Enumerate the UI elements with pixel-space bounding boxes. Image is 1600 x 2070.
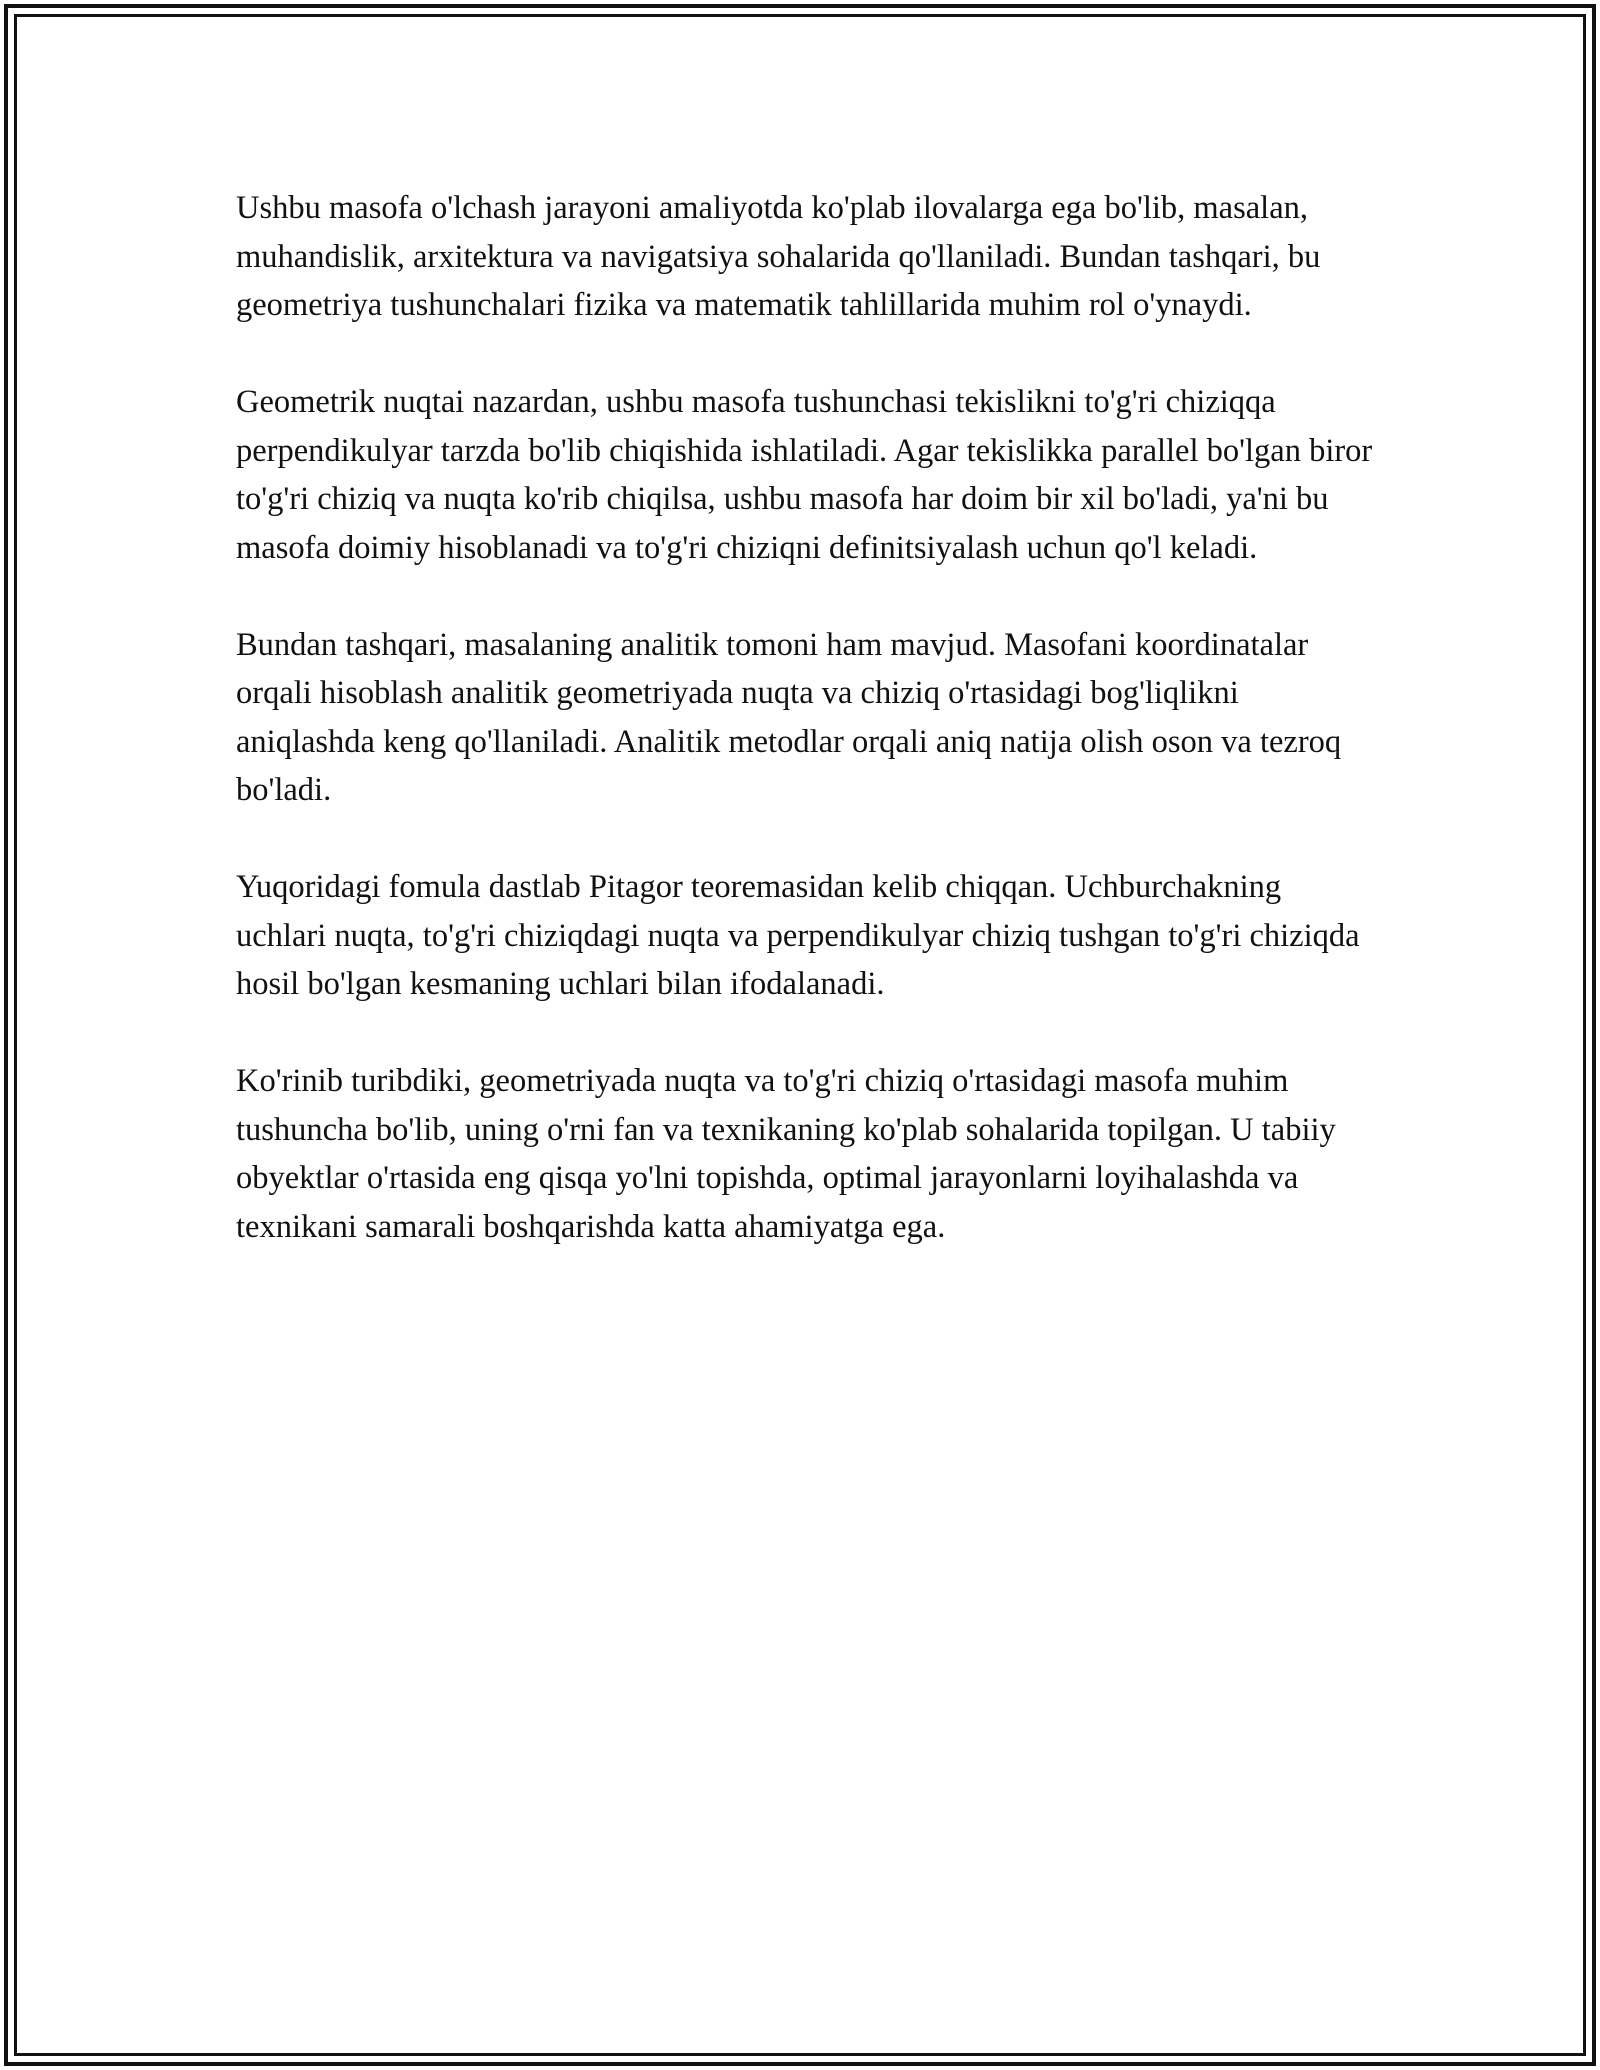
paragraph: Geometrik nuqtai nazardan, ushbu masofa tushunchasi tekislikni to'g'ri chiziqqa perpendikulyar tarzda bo'lib chiqishida ishlatiladi. Agar tekislikka parallel bo'lgan biror to'g'ri chiziq va nuqta ko'rib chiqilsa, ushbu masofa har doim bir xil bo'ladi, ya'ni bu masofa doimiy hisoblanadi va to'g'ri chiziqni definitsiyalash uchun qo'l keladi. [236,384,1373,566]
paragraph: Yuqoridagi fomula dastlab Pitagor teoremasidan kelib chiqqan. Uchburchakning uchlari nuqta, to'g'ri chiziqdagi nuqta va perpendikulyar chiziq tushgan to'g'ri chiziqda hosil bo'lgan kesmaning uchlari bilan ifodalanadi. [236,869,1360,1002]
document-body [236,184,1376,1300]
paragraph: Ko'rinib turibdiki, geometriyada nuqta va to'g'ri chiziq o'rtasidagi masofa muhim tushuncha bo'lib, uning o'rni fan va texnikaning ko'plab sohalarida topilgan. U tabiiy obyektlar o'rtasida eng qisqa yo'lni topishda, optimal jarayonlarni loyihalashda va texnikani samarali boshqarishda katta ahamiyatga ega. [236,1063,1336,1245]
paragraph: Bundan tashqari, masalaning analitik tomoni ham mavjud. Masofani koordinatalar orqali hisoblash analitik geometriyada nuqta va chiziq o'rtasidagi bog'liqlikni aniqlashda keng qo'llaniladi. Analitik metodlar orqali aniq natija olish oson va tezroq bo'ladi. [236,626,1342,808]
paragraph: Ushbu masofa o'lchash jarayoni amaliyotda ko'plab ilovalarga ega bo'lib, masalan, muhandislik, arxitektura va navigatsiya sohalarida qo'llaniladi. Bundan tashqari, bu geometriya tushunchalari fizika va matematik tahlillarida muhim rol o'ynaydi. [236,190,1321,323]
